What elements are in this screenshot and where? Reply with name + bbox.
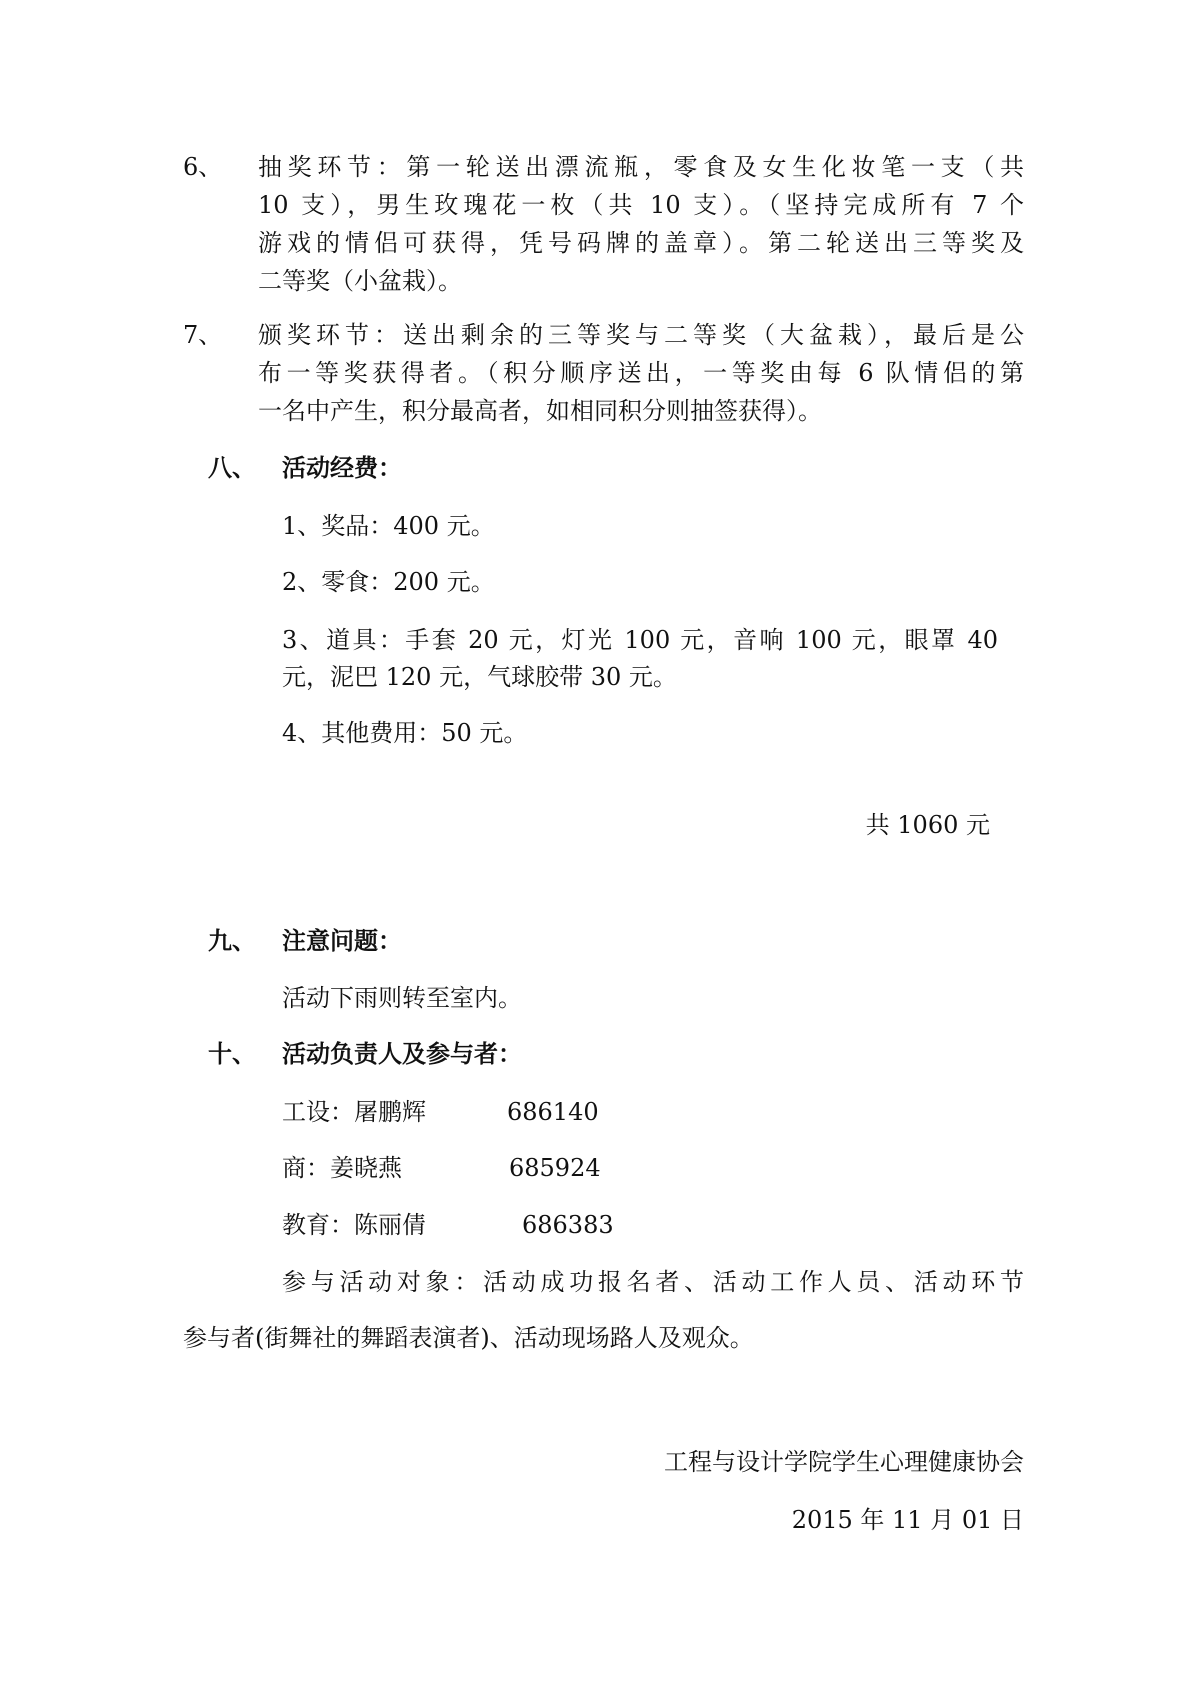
person-3-phone: 686383 (522, 1211, 614, 1239)
item-6-line-2: 10 支），男生玫瑰花一枚（共 10 支）。（坚持完成所有 7 个 (258, 191, 1024, 219)
section-9-title: 注意问题： (282, 926, 402, 955)
item-7-number: 7、 (183, 321, 223, 349)
section-8-number: 八、 (208, 453, 256, 482)
section-9-text: 活动下雨则转至室内。 (282, 984, 522, 1012)
section-8-title: 活动经费： (282, 453, 402, 482)
item-6-number: 6、 (183, 153, 223, 181)
section-9-number: 九、 (208, 926, 256, 955)
person-1-role: 工设：屠鹏辉 (282, 1098, 426, 1126)
item-7-line-2: 布一等奖获得者。（积分顺序送出，一等奖由每 6 队情侣的第 (258, 359, 1024, 387)
cost-item-4: 4、其他费用：50 元。 (282, 719, 528, 747)
section-10-title: 活动负责人及参与者： (282, 1039, 522, 1068)
cost-total: 共 1060 元 (865, 811, 990, 839)
cost-item-3-line-2: 元，泥巴 120 元，气球胶带 30 元。 (282, 663, 677, 691)
participants-line-2: 参与者(街舞社的舞蹈表演者)、活动现场路人及观众。 (183, 1324, 754, 1352)
person-2-role: 商：姜晓燕 (282, 1154, 402, 1182)
participants-line-1: 参与活动对象：活动成功报名者、活动工作人员、活动环节 (282, 1268, 1024, 1296)
document-date: 2015 年 11 月 01 日 (791, 1506, 1024, 1534)
person-1-phone: 686140 (507, 1098, 599, 1126)
cost-item-2: 2、零食：200 元。 (282, 568, 495, 596)
item-7-line-3: 一名中产生，积分最高者，如相同积分则抽签获得）。 (258, 397, 822, 425)
person-3-role: 教育：陈丽倩 (282, 1211, 426, 1239)
cost-item-1: 1、奖品：400 元。 (282, 512, 495, 540)
organization-name: 工程与设计学院学生心理健康协会 (664, 1448, 1024, 1476)
section-10-number: 十、 (208, 1039, 256, 1068)
item-6-line-4: 二等奖（小盆栽）。 (258, 267, 462, 295)
person-2-phone: 685924 (509, 1154, 601, 1182)
item-6-line-3: 游戏的情侣可获得，凭号码牌的盖章）。第二轮送出三等奖及 (258, 229, 1024, 257)
item-6-line-1: 抽奖环节：第一轮送出漂流瓶，零食及女生化妆笔一支（共 (258, 153, 1024, 181)
cost-item-3-line-1: 3、道具：手套 20 元，灯光 100 元，音响 100 元，眼罩 40 (282, 626, 998, 654)
item-7-line-1: 颁奖环节：送出剩余的三等奖与二等奖（大盆栽），最后是公 (258, 321, 1024, 349)
